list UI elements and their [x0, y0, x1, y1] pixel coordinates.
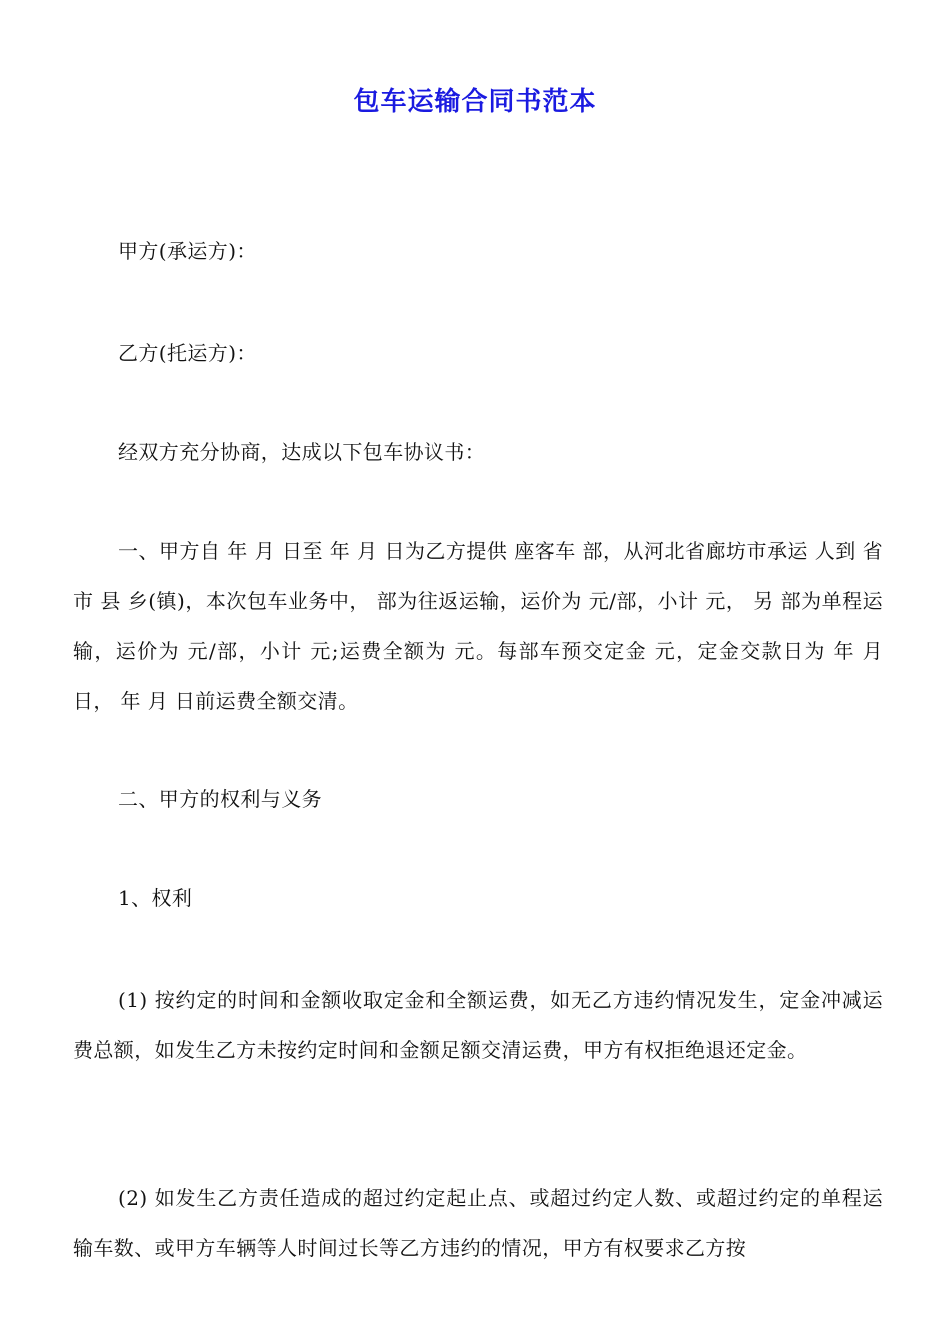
section-2-heading: 二、甲方的权利与义务 — [118, 787, 322, 811]
item-1-paragraph: (1) 按约定的时间和金额收取定金和全额运费，如无乙方违约情况发生，定金冲减运费总额，如发生乙方未按约定时间和金额足额交清运费，甲方有权拒绝退还定金。 — [73, 988, 883, 1062]
party-b-line: 乙方(托运方)： — [118, 341, 257, 365]
party-a-line: 甲方(承运方)： — [118, 239, 257, 263]
item-2-paragraph: (2) 如发生乙方责任造成的超过约定起止点、或超过约定人数、或超过约定的单程运输车数、或甲方车辆等人时间过长等乙方违约的情况，甲方有权要求乙方按 — [73, 1186, 883, 1260]
clause-1-paragraph: 一、甲方自 年 月 日至 年 月 日为乙方提供 座客车 部，从河北省廊坊市承运 人到 省 市 县 乡(镇)，本次包车业务中， 部为往返运输，运价为 元/部，小计 元， 另 部为单程运输，运价为 元/部，小计 元;运费全额为 元。每部车预交定金 元，定金交款日为 年 月 日， 年 月 日前运费全额交清。 — [73, 539, 883, 713]
subsection-1-heading: 1、权利 — [118, 886, 193, 910]
intro-paragraph: 经双方充分协商，达成以下包车协议书： — [118, 440, 486, 464]
document-title: 包车运输合同书范本 — [353, 87, 597, 117]
